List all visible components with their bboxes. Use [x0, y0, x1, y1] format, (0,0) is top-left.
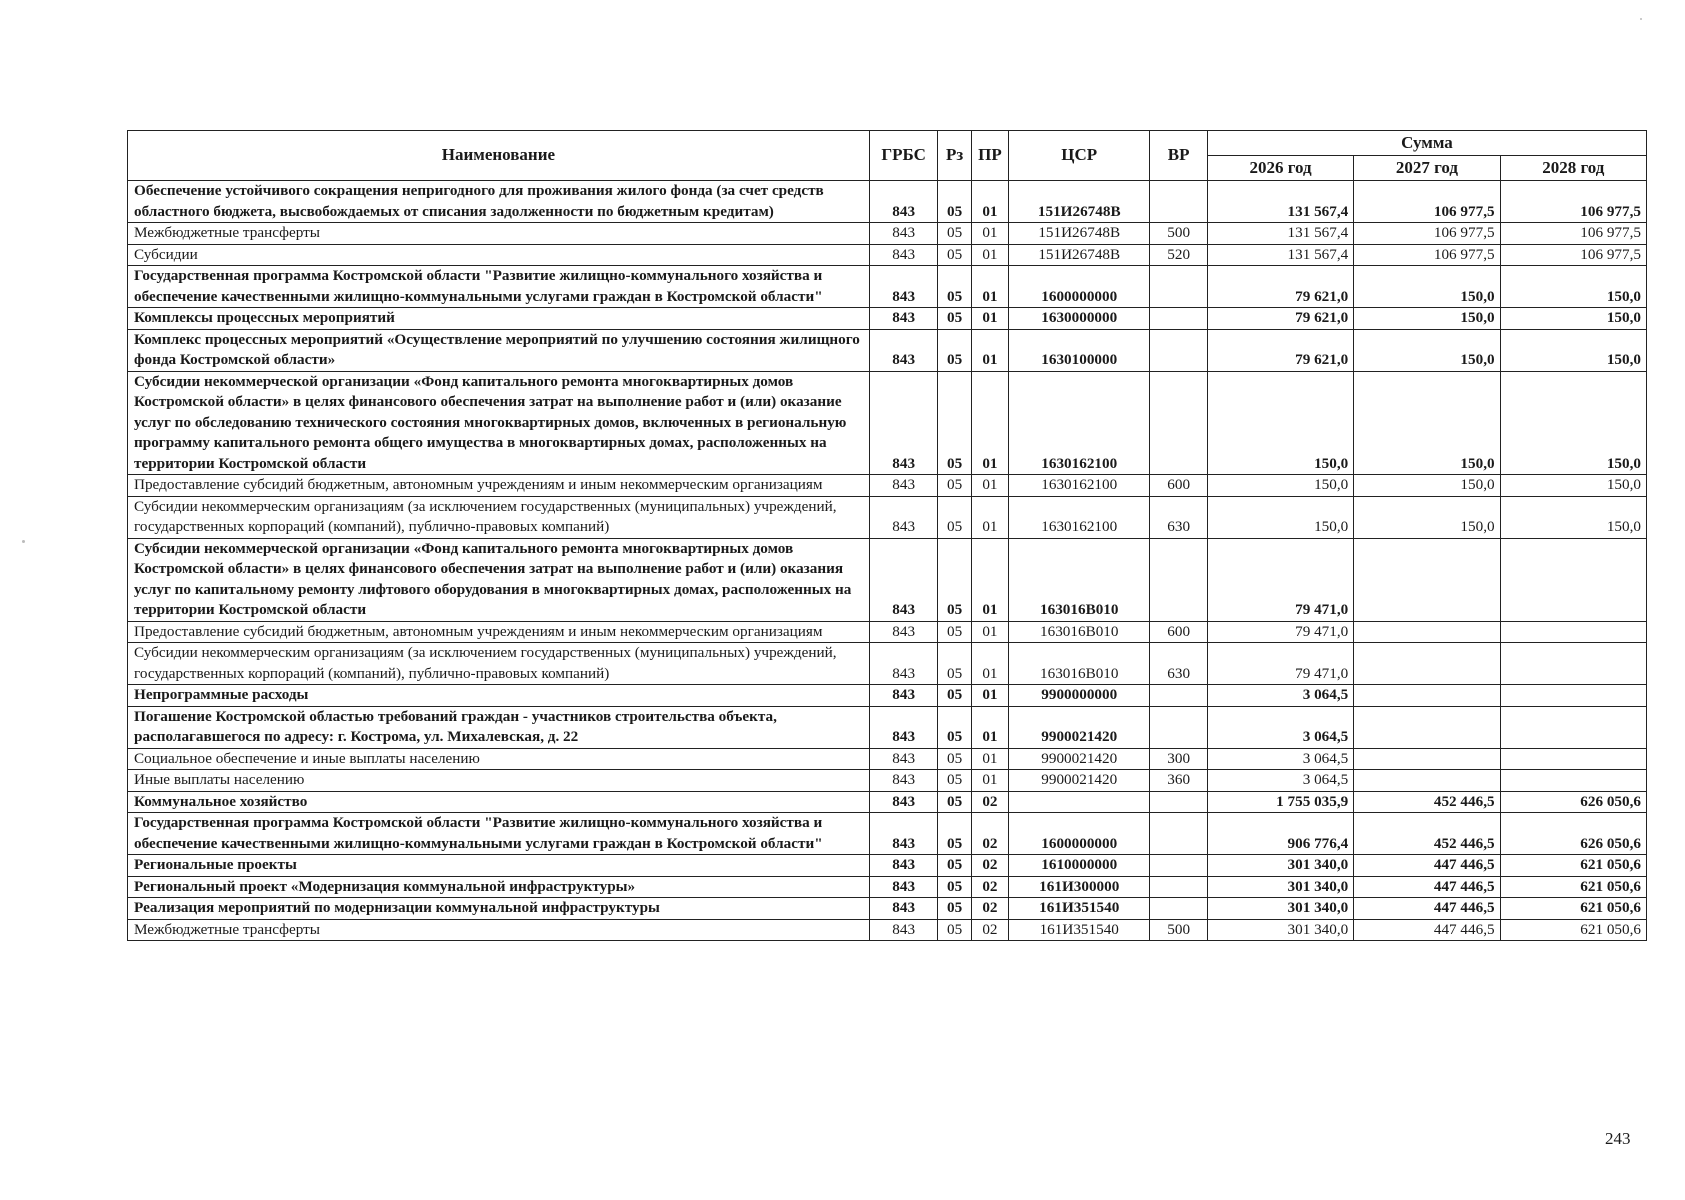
cell-rz: 05 — [938, 748, 971, 770]
cell-vr: 300 — [1150, 748, 1208, 770]
cell-2026: 79 471,0 — [1207, 621, 1353, 643]
cell-grbs: 843 — [869, 919, 938, 941]
cell-2026: 150,0 — [1207, 371, 1353, 475]
cell-csr: 161И351540 — [1009, 898, 1150, 920]
cell-csr: 1630100000 — [1009, 329, 1150, 371]
cell-pr: 01 — [971, 244, 1008, 266]
cell-vr: 500 — [1150, 223, 1208, 245]
cell-csr: 151И26748В — [1009, 223, 1150, 245]
table-row — [128, 329, 1647, 371]
cell-vr — [1150, 813, 1208, 855]
cell-pr: 02 — [971, 855, 1008, 877]
table-row — [128, 748, 1647, 770]
cell-rz: 05 — [938, 770, 971, 792]
cell-rz: 05 — [938, 329, 971, 371]
cell-2027 — [1354, 706, 1500, 748]
cell-rz: 05 — [938, 538, 971, 621]
cell-2027 — [1354, 621, 1500, 643]
cell-2028 — [1500, 643, 1646, 685]
budget-table — [127, 130, 1647, 941]
cell-vr — [1150, 308, 1208, 330]
header-pr: ПР — [971, 131, 1008, 181]
cell-csr: 161И351540 — [1009, 919, 1150, 941]
cell-2028 — [1500, 748, 1646, 770]
table-row — [128, 685, 1647, 707]
cell-name: Реализация мероприятий по модернизации коммунальной инфраструктуры — [128, 898, 870, 920]
cell-csr: 151И26748В — [1009, 181, 1150, 223]
cell-grbs: 843 — [869, 371, 938, 475]
table-row — [128, 266, 1647, 308]
cell-vr: 360 — [1150, 770, 1208, 792]
cell-pr: 01 — [971, 643, 1008, 685]
header-year-2026: 2026 год — [1207, 156, 1353, 181]
cell-csr: 163016В010 — [1009, 643, 1150, 685]
cell-csr: 9900000000 — [1009, 685, 1150, 707]
cell-vr — [1150, 538, 1208, 621]
cell-csr: 163016В010 — [1009, 538, 1150, 621]
cell-name: Комплексы процессных мероприятий — [128, 308, 870, 330]
cell-name: Субсидии некоммерческой организации «Фонд капитального ремонта многоквартирных домов Костромской области» в целях финансового обеспечения затрат на выполнение работ и (или) оказание услуг по обследованию технического состояния многоквартирных домов, включенных в региональную программу капитального ремонта общего имущества в многоквартирных домах, расположенных на территории Костромской области — [128, 371, 870, 475]
cell-2026: 3 064,5 — [1207, 770, 1353, 792]
cell-rz: 05 — [938, 898, 971, 920]
cell-rz: 05 — [938, 876, 971, 898]
cell-name: Межбюджетные трансферты — [128, 919, 870, 941]
table-header — [128, 131, 1647, 181]
cell-vr: 600 — [1150, 475, 1208, 497]
cell-2026: 3 064,5 — [1207, 706, 1353, 748]
cell-name: Субсидии — [128, 244, 870, 266]
header-csr: ЦСР — [1009, 131, 1150, 181]
cell-2026: 131 567,4 — [1207, 223, 1353, 245]
cell-2026: 1 755 035,9 — [1207, 791, 1353, 813]
cell-name: Коммунальное хозяйство — [128, 791, 870, 813]
cell-rz: 05 — [938, 308, 971, 330]
cell-2026: 131 567,4 — [1207, 244, 1353, 266]
table-row — [128, 244, 1647, 266]
cell-2027: 106 977,5 — [1354, 223, 1500, 245]
cell-2028 — [1500, 621, 1646, 643]
cell-pr: 01 — [971, 770, 1008, 792]
cell-csr — [1009, 791, 1150, 813]
cell-csr: 1600000000 — [1009, 813, 1150, 855]
cell-2028 — [1500, 538, 1646, 621]
cell-2028: 621 050,6 — [1500, 855, 1646, 877]
cell-2027: 452 446,5 — [1354, 813, 1500, 855]
cell-2026: 301 340,0 — [1207, 898, 1353, 920]
cell-grbs: 843 — [869, 475, 938, 497]
cell-2027 — [1354, 770, 1500, 792]
cell-2027: 452 446,5 — [1354, 791, 1500, 813]
cell-grbs: 843 — [869, 855, 938, 877]
cell-2028: 150,0 — [1500, 475, 1646, 497]
cell-csr: 9900021420 — [1009, 770, 1150, 792]
table-row — [128, 706, 1647, 748]
table-body — [128, 181, 1647, 941]
cell-2028: 150,0 — [1500, 266, 1646, 308]
cell-pr: 01 — [971, 329, 1008, 371]
cell-rz: 05 — [938, 244, 971, 266]
cell-2028: 106 977,5 — [1500, 223, 1646, 245]
cell-name: Региональные проекты — [128, 855, 870, 877]
cell-grbs: 843 — [869, 329, 938, 371]
table-row — [128, 876, 1647, 898]
cell-2028: 150,0 — [1500, 308, 1646, 330]
cell-2028: 626 050,6 — [1500, 791, 1646, 813]
cell-2028 — [1500, 685, 1646, 707]
cell-vr — [1150, 266, 1208, 308]
cell-csr: 161И300000 — [1009, 876, 1150, 898]
table-row — [128, 496, 1647, 538]
cell-csr: 9900021420 — [1009, 748, 1150, 770]
cell-2027: 150,0 — [1354, 371, 1500, 475]
cell-rz: 05 — [938, 919, 971, 941]
cell-2028: 621 050,6 — [1500, 876, 1646, 898]
cell-rz: 05 — [938, 223, 971, 245]
cell-name: Государственная программа Костромской области "Развитие жилищно-коммунального хозяйства и обеспечение качественными жилищно-коммунальными услугами граждан в Костромской области" — [128, 813, 870, 855]
cell-csr: 151И26748В — [1009, 244, 1150, 266]
cell-2027: 150,0 — [1354, 475, 1500, 497]
cell-grbs: 843 — [869, 876, 938, 898]
cell-2027: 106 977,5 — [1354, 244, 1500, 266]
cell-pr: 01 — [971, 371, 1008, 475]
cell-grbs: 843 — [869, 266, 938, 308]
table-row — [128, 308, 1647, 330]
cell-2026: 3 064,5 — [1207, 748, 1353, 770]
table-row — [128, 475, 1647, 497]
cell-grbs: 843 — [869, 706, 938, 748]
cell-grbs: 843 — [869, 685, 938, 707]
cell-2027: 447 446,5 — [1354, 855, 1500, 877]
cell-pr: 01 — [971, 223, 1008, 245]
cell-vr: 630 — [1150, 496, 1208, 538]
cell-2027 — [1354, 538, 1500, 621]
cell-pr: 01 — [971, 685, 1008, 707]
cell-name: Погашение Костромской областью требований граждан - участников строительства объекта, располагавшегося по адресу: г. Кострома, ул. Михалевская, д. 22 — [128, 706, 870, 748]
table-row — [128, 791, 1647, 813]
table-row — [128, 898, 1647, 920]
cell-grbs: 843 — [869, 770, 938, 792]
cell-2028 — [1500, 706, 1646, 748]
cell-csr: 1600000000 — [1009, 266, 1150, 308]
cell-vr — [1150, 855, 1208, 877]
cell-2028: 150,0 — [1500, 371, 1646, 475]
cell-rz: 05 — [938, 855, 971, 877]
cell-grbs: 843 — [869, 308, 938, 330]
cell-2028: 626 050,6 — [1500, 813, 1646, 855]
cell-grbs: 843 — [869, 496, 938, 538]
cell-vr: 630 — [1150, 643, 1208, 685]
table-row — [128, 538, 1647, 621]
cell-csr: 1630162100 — [1009, 496, 1150, 538]
cell-pr: 02 — [971, 919, 1008, 941]
cell-pr: 02 — [971, 791, 1008, 813]
cell-2026: 131 567,4 — [1207, 181, 1353, 223]
cell-pr: 02 — [971, 813, 1008, 855]
cell-pr: 01 — [971, 266, 1008, 308]
table-row — [128, 855, 1647, 877]
scan-speck — [1640, 18, 1642, 20]
cell-vr — [1150, 876, 1208, 898]
cell-name: Иные выплаты населению — [128, 770, 870, 792]
cell-2028: 621 050,6 — [1500, 919, 1646, 941]
cell-2026: 79 621,0 — [1207, 266, 1353, 308]
table-row — [128, 643, 1647, 685]
cell-2027: 106 977,5 — [1354, 181, 1500, 223]
cell-2027: 150,0 — [1354, 329, 1500, 371]
cell-rz: 05 — [938, 643, 971, 685]
cell-vr: 600 — [1150, 621, 1208, 643]
cell-csr: 1610000000 — [1009, 855, 1150, 877]
cell-2026: 301 340,0 — [1207, 919, 1353, 941]
cell-2027: 150,0 — [1354, 266, 1500, 308]
cell-2026: 906 776,4 — [1207, 813, 1353, 855]
cell-2027: 447 446,5 — [1354, 876, 1500, 898]
cell-rz: 05 — [938, 685, 971, 707]
cell-2027 — [1354, 643, 1500, 685]
table-row — [128, 813, 1647, 855]
cell-csr: 1630000000 — [1009, 308, 1150, 330]
cell-grbs: 843 — [869, 813, 938, 855]
table-row — [128, 919, 1647, 941]
cell-name: Государственная программа Костромской области "Развитие жилищно-коммунального хозяйства и обеспечение качественными жилищно-коммунальными услугами граждан в Костромской области" — [128, 266, 870, 308]
cell-vr — [1150, 181, 1208, 223]
cell-2028: 150,0 — [1500, 329, 1646, 371]
cell-pr: 01 — [971, 621, 1008, 643]
cell-rz: 05 — [938, 181, 971, 223]
cell-2027: 447 446,5 — [1354, 919, 1500, 941]
cell-name: Субсидии некоммерческим организациям (за исключением государственных (муниципальных) учреждений, государственных корпораций (компаний), публично-правовых компаний) — [128, 496, 870, 538]
cell-grbs: 843 — [869, 223, 938, 245]
cell-pr: 01 — [971, 475, 1008, 497]
cell-pr: 01 — [971, 308, 1008, 330]
cell-name: Обеспечение устойчивого сокращения непригодного для проживания жилого фонда (за счет средств областного бюджета, высвобождаемых от списания задолженности по бюджетным кредитам) — [128, 181, 870, 223]
cell-pr: 01 — [971, 706, 1008, 748]
cell-pr: 01 — [971, 496, 1008, 538]
cell-pr: 01 — [971, 538, 1008, 621]
cell-vr: 500 — [1150, 919, 1208, 941]
cell-csr: 9900021420 — [1009, 706, 1150, 748]
cell-name: Субсидии некоммерческой организации «Фонд капитального ремонта многоквартирных домов Костромской области» в целях финансового обеспечения затрат на выполнение работ и (или) оказания услуг по капитальному ремонту лифтового оборудования в многоквартирных домах, расположенных на территории Костромской области — [128, 538, 870, 621]
cell-2026: 150,0 — [1207, 496, 1353, 538]
cell-grbs: 843 — [869, 643, 938, 685]
cell-2027 — [1354, 685, 1500, 707]
cell-csr: 163016В010 — [1009, 621, 1150, 643]
cell-name: Межбюджетные трансферты — [128, 223, 870, 245]
cell-2028: 150,0 — [1500, 496, 1646, 538]
cell-grbs: 843 — [869, 538, 938, 621]
cell-2027: 150,0 — [1354, 496, 1500, 538]
cell-2026: 301 340,0 — [1207, 855, 1353, 877]
scan-speck — [22, 540, 25, 543]
cell-vr — [1150, 706, 1208, 748]
cell-2026: 150,0 — [1207, 475, 1353, 497]
table-row — [128, 371, 1647, 475]
cell-grbs: 843 — [869, 621, 938, 643]
cell-vr — [1150, 685, 1208, 707]
cell-2026: 79 621,0 — [1207, 308, 1353, 330]
header-rz: Рз — [938, 131, 971, 181]
cell-name: Непрограммные расходы — [128, 685, 870, 707]
cell-vr — [1150, 371, 1208, 475]
cell-rz: 05 — [938, 371, 971, 475]
cell-name: Предоставление субсидий бюджетным, автономным учреждениям и иным некоммерческим организациям — [128, 475, 870, 497]
table-row — [128, 223, 1647, 245]
header-year-2028: 2028 год — [1500, 156, 1646, 181]
cell-pr: 01 — [971, 181, 1008, 223]
cell-pr: 01 — [971, 748, 1008, 770]
cell-name: Субсидии некоммерческим организациям (за исключением государственных (муниципальных) учреждений, государственных корпораций (компаний), публично-правовых компаний) — [128, 643, 870, 685]
cell-2028: 106 977,5 — [1500, 181, 1646, 223]
cell-pr: 02 — [971, 898, 1008, 920]
cell-grbs: 843 — [869, 748, 938, 770]
header-sum: Сумма — [1207, 131, 1646, 156]
cell-2027 — [1354, 748, 1500, 770]
cell-vr — [1150, 791, 1208, 813]
cell-rz: 05 — [938, 706, 971, 748]
cell-rz: 05 — [938, 791, 971, 813]
cell-rz: 05 — [938, 266, 971, 308]
cell-2026: 79 471,0 — [1207, 538, 1353, 621]
cell-grbs: 843 — [869, 244, 938, 266]
table-row — [128, 621, 1647, 643]
cell-grbs: 843 — [869, 181, 938, 223]
cell-pr: 02 — [971, 876, 1008, 898]
cell-2028 — [1500, 770, 1646, 792]
cell-grbs: 843 — [869, 898, 938, 920]
cell-name: Комплекс процессных мероприятий «Осуществление мероприятий по улучшению состояния жилищного фонда Костромской области» — [128, 329, 870, 371]
header-name: Наименование — [128, 131, 870, 181]
cell-2026: 3 064,5 — [1207, 685, 1353, 707]
cell-2028: 106 977,5 — [1500, 244, 1646, 266]
cell-rz: 05 — [938, 813, 971, 855]
cell-rz: 05 — [938, 496, 971, 538]
cell-vr — [1150, 329, 1208, 371]
cell-name: Предоставление субсидий бюджетным, автономным учреждениям и иным некоммерческим организациям — [128, 621, 870, 643]
cell-name: Региональный проект «Модернизация коммунальной инфраструктуры» — [128, 876, 870, 898]
cell-grbs: 843 — [869, 791, 938, 813]
header-grbs: ГРБС — [869, 131, 938, 181]
cell-name: Социальное обеспечение и иные выплаты населению — [128, 748, 870, 770]
cell-vr: 520 — [1150, 244, 1208, 266]
cell-csr: 1630162100 — [1009, 371, 1150, 475]
header-vr: ВР — [1150, 131, 1208, 181]
cell-csr: 1630162100 — [1009, 475, 1150, 497]
cell-2028: 621 050,6 — [1500, 898, 1646, 920]
cell-2026: 79 621,0 — [1207, 329, 1353, 371]
cell-2026: 301 340,0 — [1207, 876, 1353, 898]
cell-2026: 79 471,0 — [1207, 643, 1353, 685]
page-number: 243 — [1605, 1129, 1631, 1148]
table-row — [128, 770, 1647, 792]
cell-2027: 150,0 — [1354, 308, 1500, 330]
cell-vr — [1150, 898, 1208, 920]
header-year-2027: 2027 год — [1354, 156, 1500, 181]
cell-rz: 05 — [938, 475, 971, 497]
cell-rz: 05 — [938, 621, 971, 643]
table-row — [128, 181, 1647, 223]
cell-2027: 447 446,5 — [1354, 898, 1500, 920]
